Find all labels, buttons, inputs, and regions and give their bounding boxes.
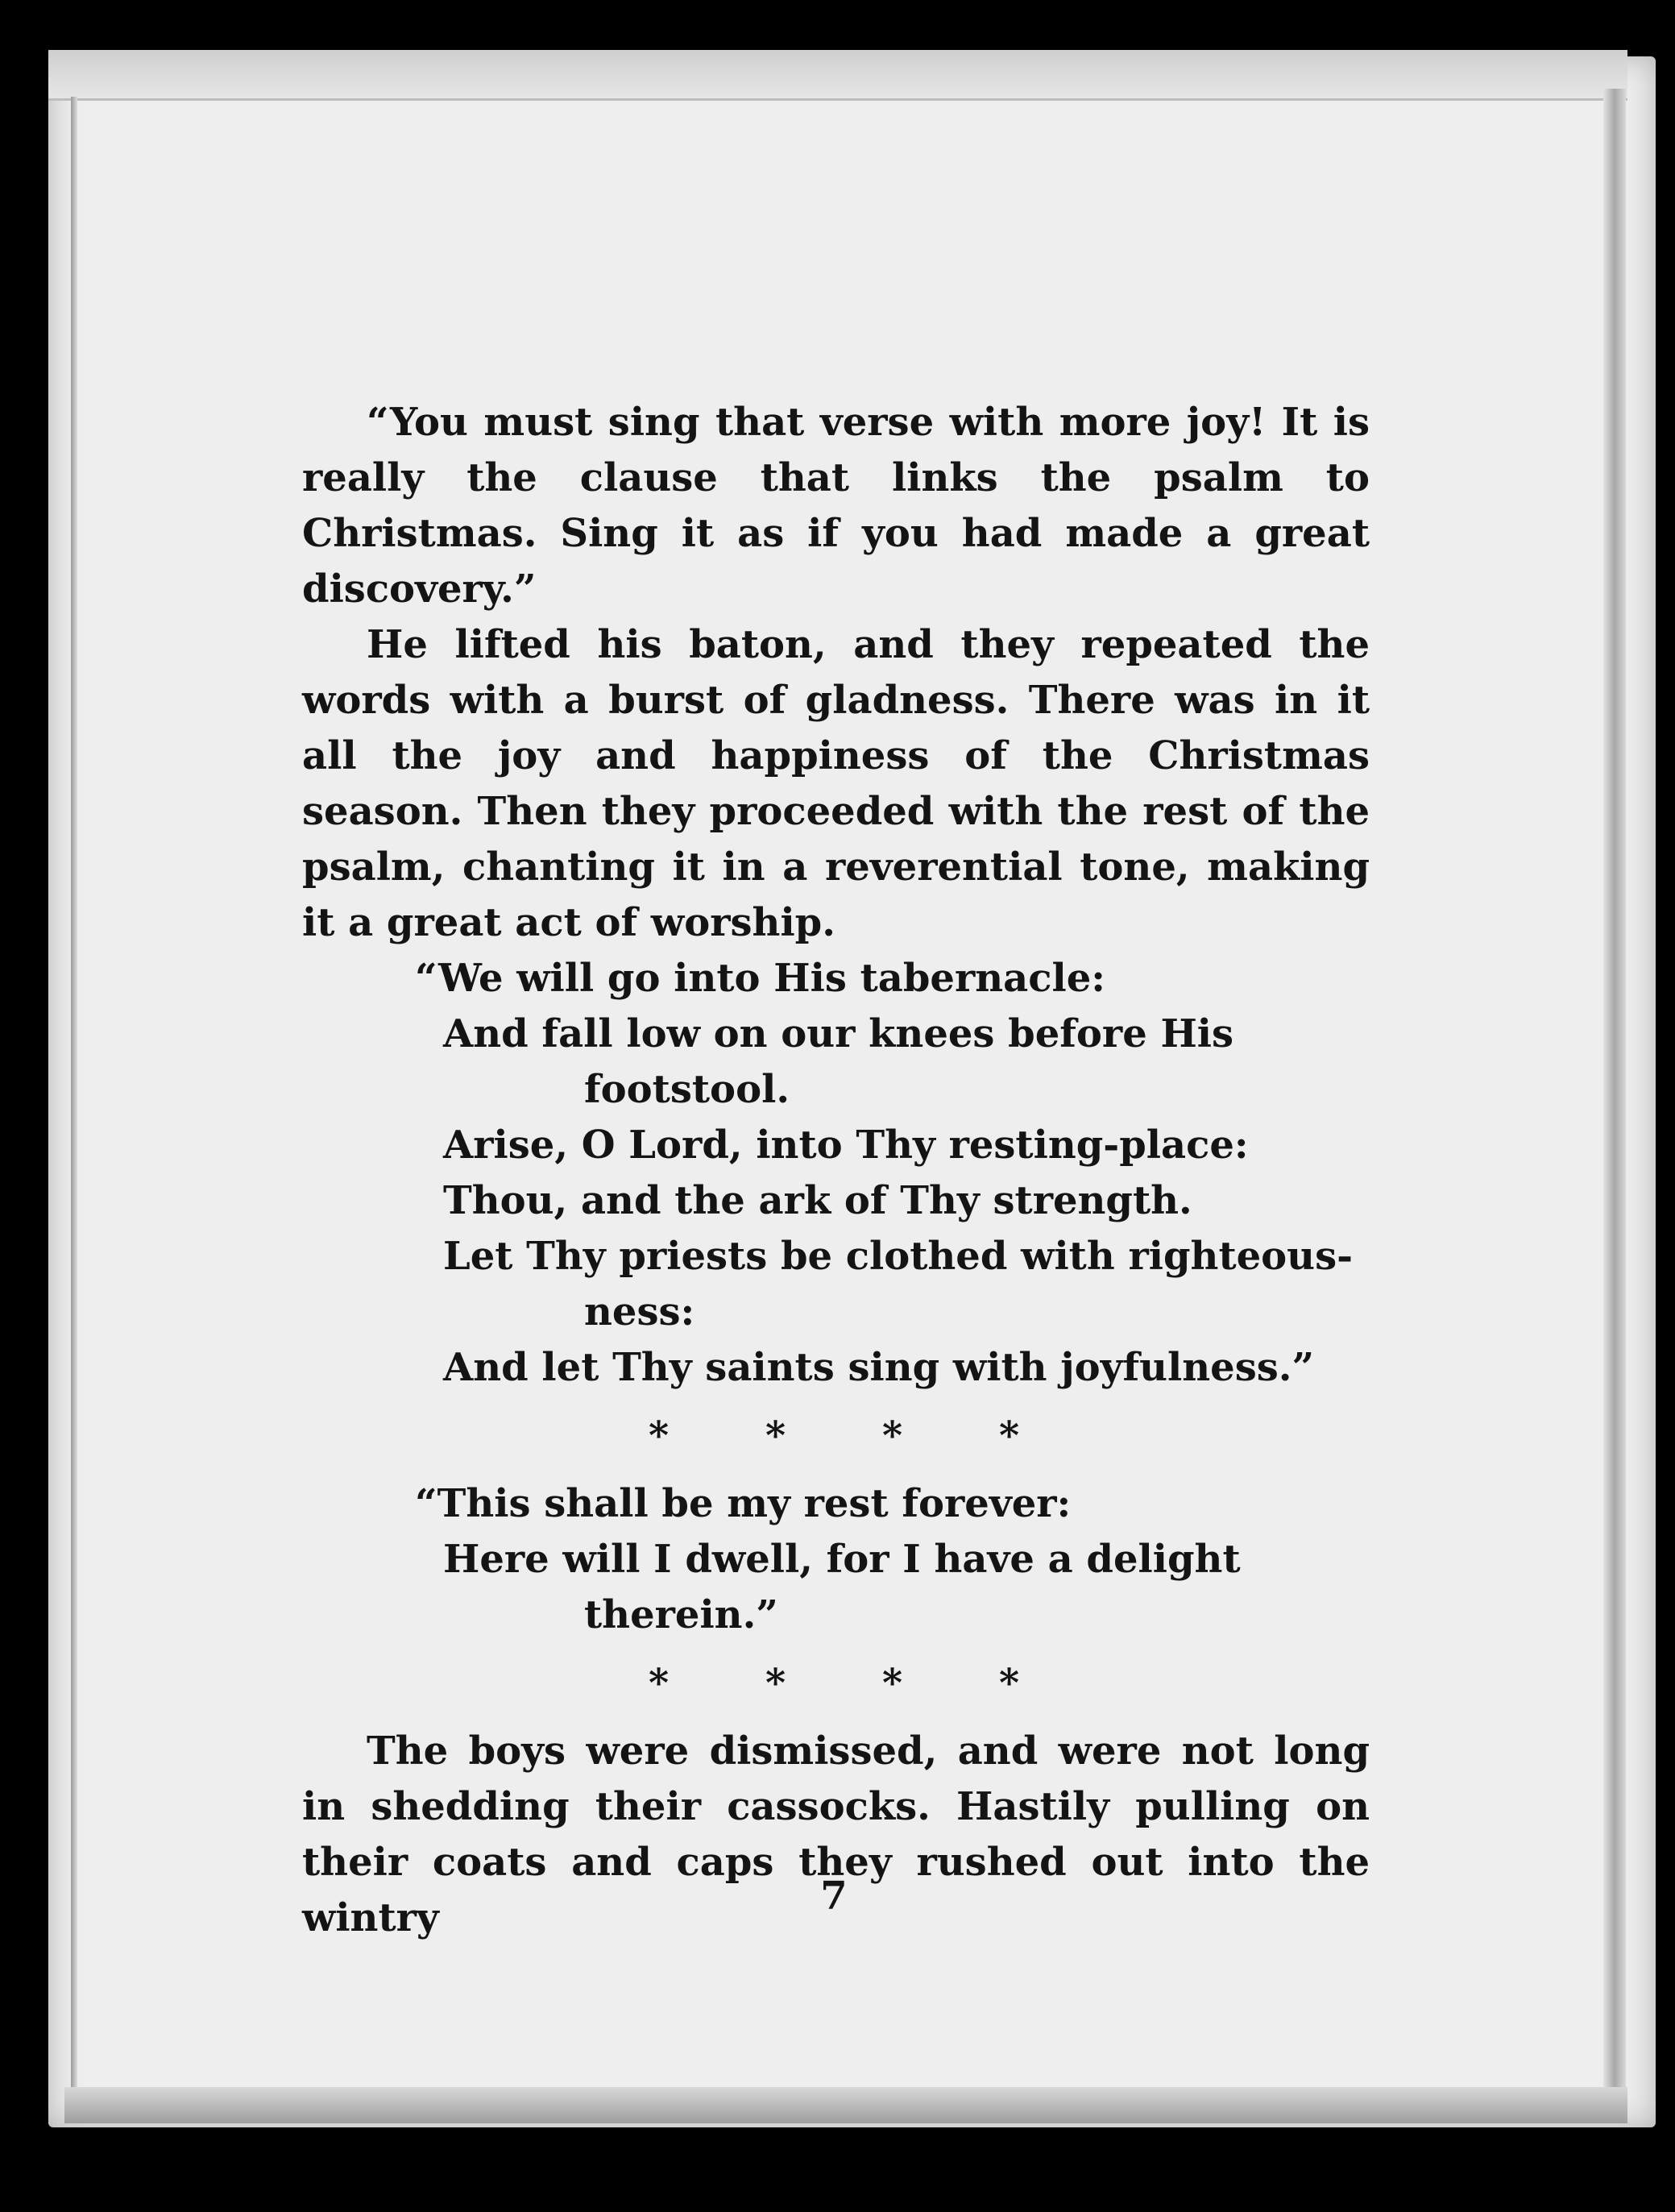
page-top-edge <box>48 50 1627 101</box>
page-left-edge <box>71 97 77 2111</box>
section-separator <box>302 1396 1370 1476</box>
verse-line: Thou, and the ark of Thy strength. <box>443 1178 1192 1223</box>
separator-star: * <box>765 1661 786 1706</box>
paragraph-1: “You must sing that verse with more joy! It is really the clause that links the psalm to Christmas. Sing it as if you had made a great discovery.” <box>302 400 1370 612</box>
verse-line: “This shall be my rest forever: <box>415 1481 1072 1526</box>
page-right-edge <box>1603 89 1626 2119</box>
page-number: 7 <box>820 1874 848 1919</box>
page-text <box>302 395 1370 1946</box>
verse-line: therein.” <box>584 1592 778 1637</box>
verse-1 <box>302 951 1370 1396</box>
separator-star: * <box>882 1413 903 1459</box>
verse-line: Arise, O Lord, into Thy resting-place: <box>443 1123 1249 1168</box>
separator-star: * <box>649 1661 670 1706</box>
separator-star: * <box>999 1661 1020 1706</box>
page-bottom-edge <box>64 2087 1627 2123</box>
verse-line: And fall low on our knees before His <box>443 1011 1234 1056</box>
verse-line: Let Thy priests be clothed with righteous- <box>443 1234 1354 1279</box>
separator-star: * <box>765 1413 786 1459</box>
separator-star: * <box>999 1413 1020 1459</box>
separator-star: * <box>649 1413 670 1459</box>
paragraph-3: The boys were dismissed, and were not long in shedding their cassocks. Hastily pulling on their coats and caps they rushed out into the wintry <box>302 1729 1370 1940</box>
verse-line: footstool. <box>584 1067 790 1112</box>
verse-line: And let Thy saints sing with joyfulness.” <box>443 1345 1315 1390</box>
verse-2 <box>302 1476 1370 1643</box>
verse-line: “We will go into His tabernacle: <box>415 956 1105 1001</box>
verse-line: ness: <box>584 1289 695 1334</box>
separator-star: * <box>882 1661 903 1706</box>
section-separator <box>302 1643 1370 1724</box>
paragraph-2: He lifted his baton, and they repeated the words with a burst of gladness. There was in it all the joy and happiness of the Christmas season. Then they proceeded with the rest of the psalm, chanting it in a reverential tone, making it a great act of worship. <box>302 622 1370 945</box>
verse-line: Here will I dwell, for I have a delight <box>443 1537 1241 1582</box>
